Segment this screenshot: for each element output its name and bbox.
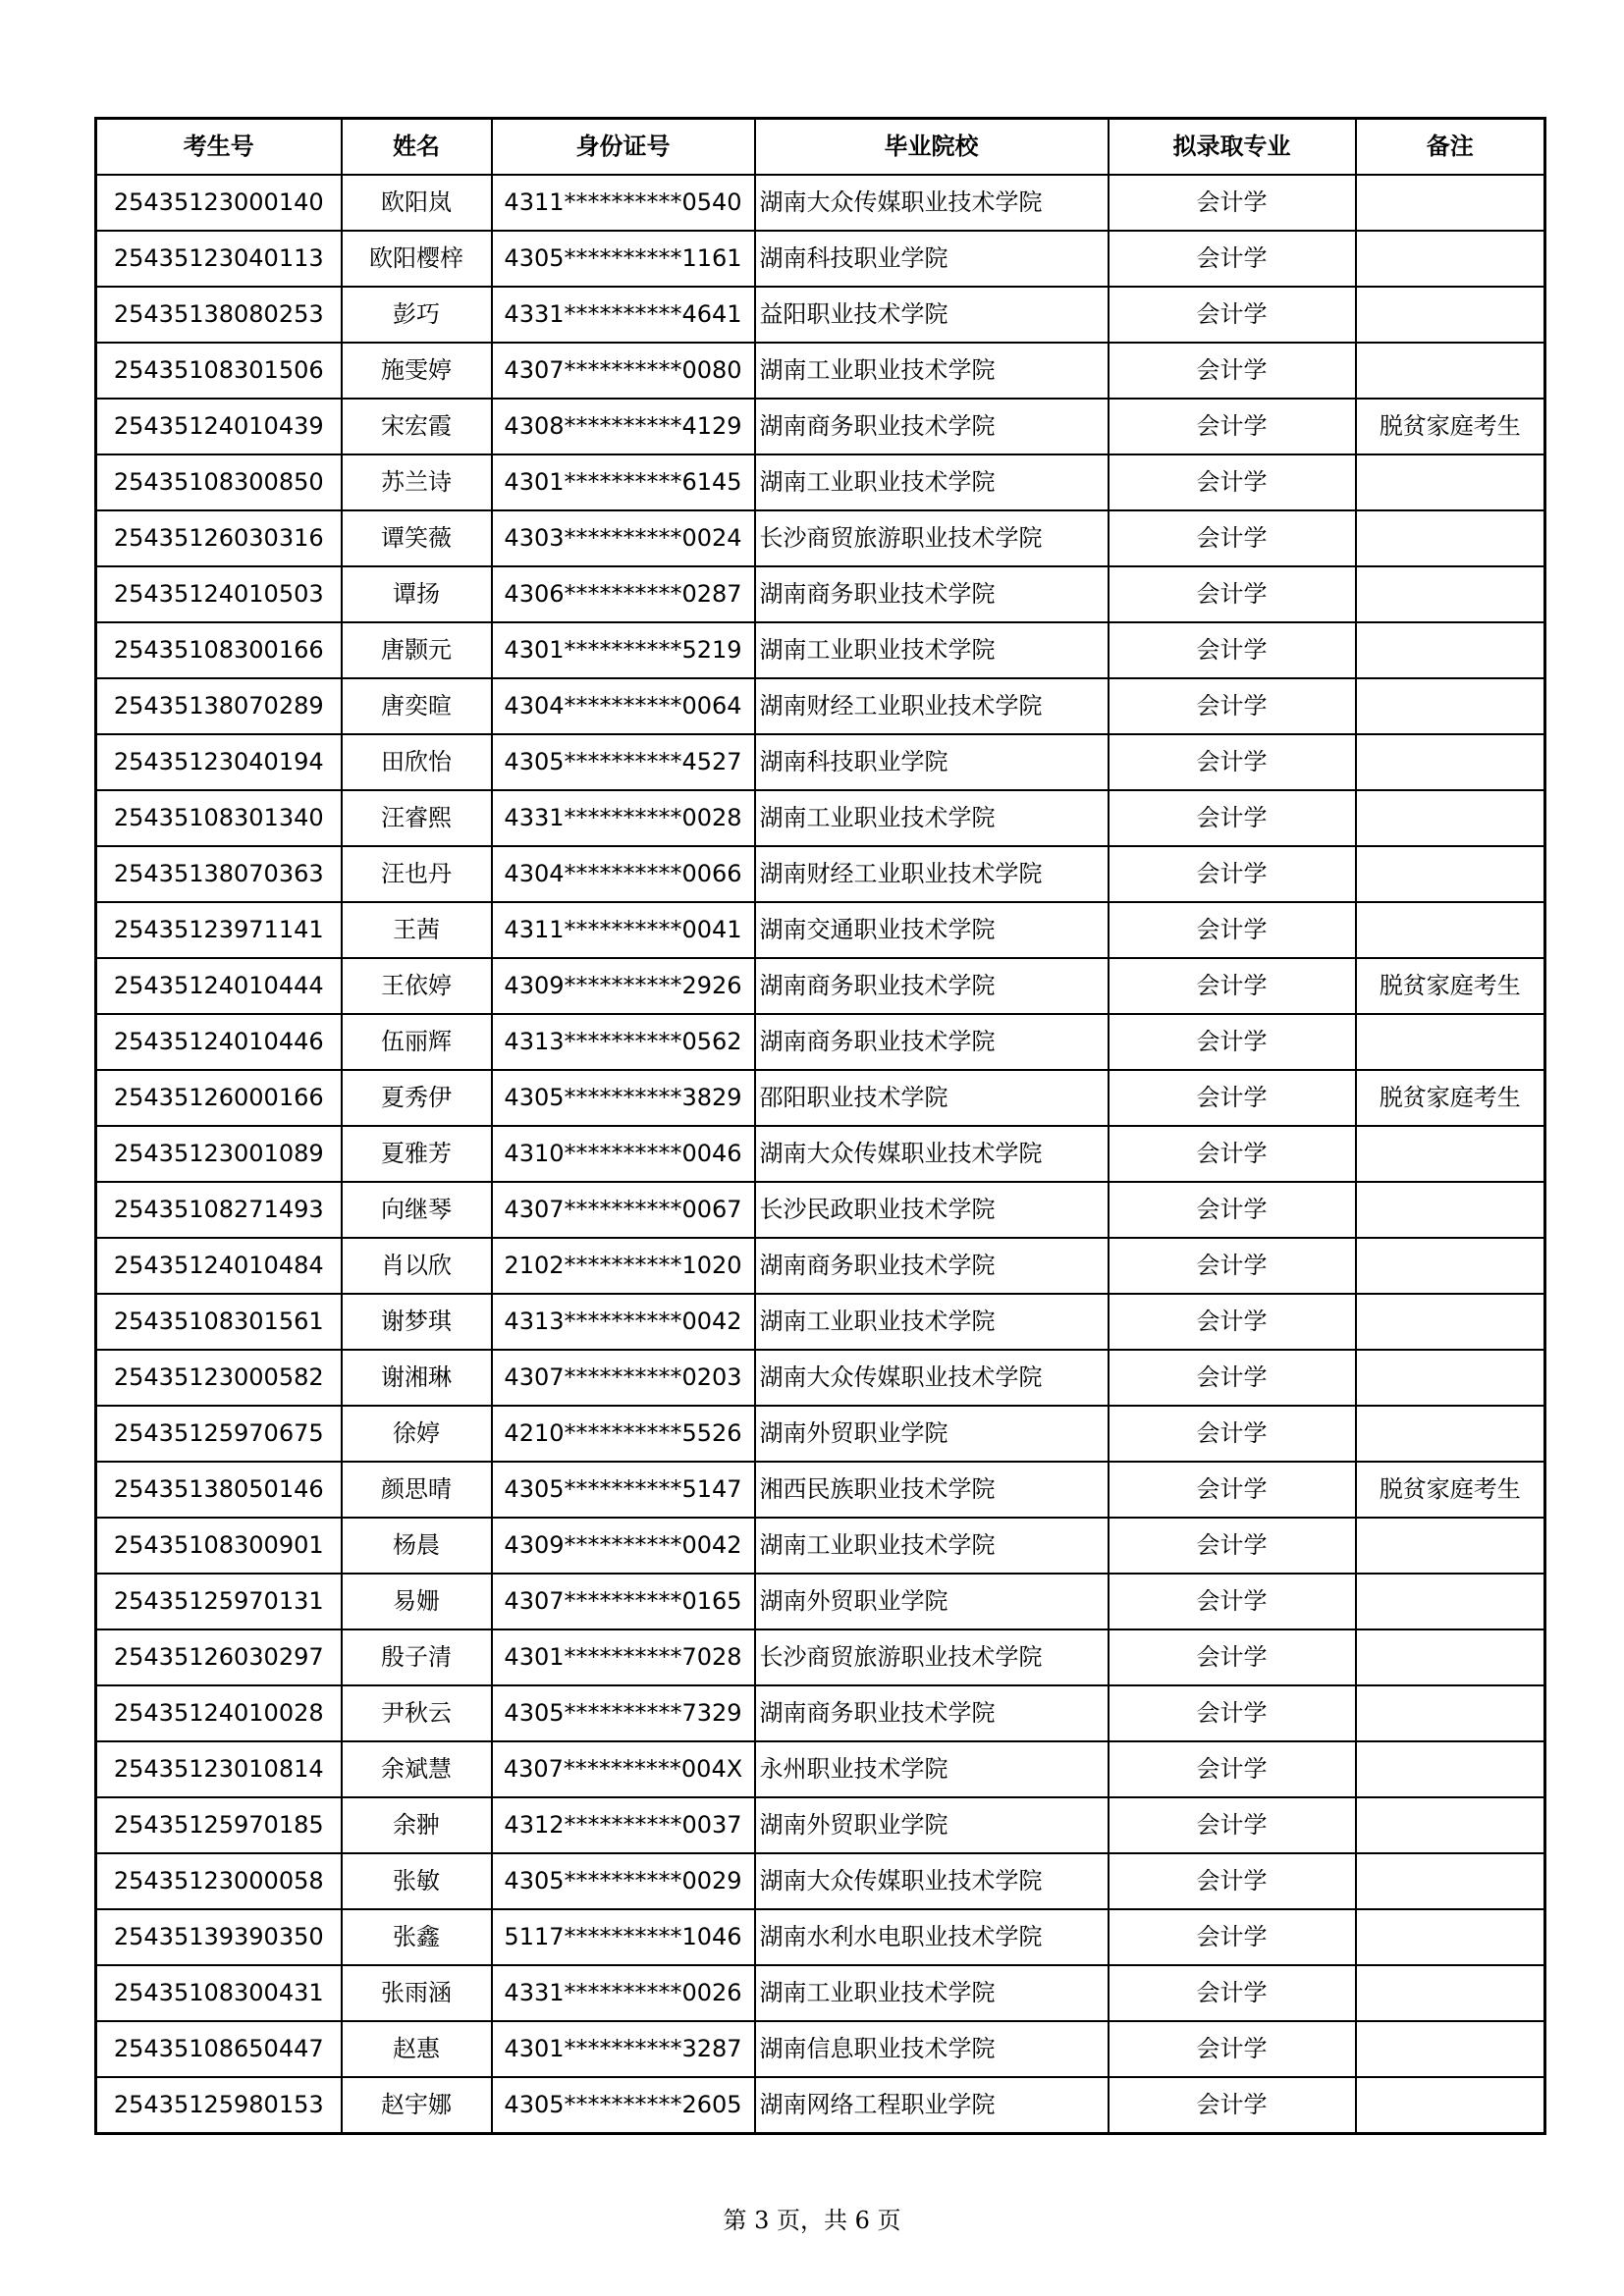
- major-cell: 会计学: [1109, 790, 1356, 846]
- name-cell: 王依婷: [342, 958, 492, 1014]
- remarks-cell: [1356, 1629, 1545, 1685]
- id-number-cell: 4307**********0067: [492, 1182, 755, 1238]
- remarks-cell: [1356, 1406, 1545, 1462]
- remarks-cell: [1356, 1182, 1545, 1238]
- remarks-cell: [1356, 343, 1545, 399]
- name-cell: 殷子清: [342, 1629, 492, 1685]
- header-graduate-school: 毕业院校: [755, 119, 1109, 176]
- table-row: [96, 1797, 1545, 1853]
- name-cell: 余翀: [342, 1797, 492, 1853]
- school-cell: 湖南工业职业技术学院: [755, 1518, 1109, 1574]
- major-cell: 会计学: [1109, 231, 1356, 287]
- major-cell: 会计学: [1109, 1518, 1356, 1574]
- major-cell: 会计学: [1109, 343, 1356, 399]
- id-number-cell: 4309**********2926: [492, 958, 755, 1014]
- remarks-cell: 脱贫家庭考生: [1356, 1462, 1545, 1518]
- id-number-cell: 5117**********1046: [492, 1909, 755, 1965]
- exam-number-cell: 25435123000582: [96, 1350, 342, 1406]
- school-cell: 湖南交通职业技术学院: [755, 902, 1109, 958]
- school-cell: 湖南商务职业技术学院: [755, 1685, 1109, 1741]
- exam-number-cell: 25435123000058: [96, 1853, 342, 1909]
- table-row: [96, 1238, 1545, 1294]
- table-row: [96, 1070, 1545, 1126]
- header-remarks: 备注: [1356, 119, 1545, 176]
- name-cell: 谭笑薇: [342, 510, 492, 566]
- name-cell: 王茜: [342, 902, 492, 958]
- id-number-cell: 4305**********7329: [492, 1685, 755, 1741]
- table-row: [96, 343, 1545, 399]
- name-cell: 谢湘琳: [342, 1350, 492, 1406]
- table-row: [96, 454, 1545, 510]
- id-number-cell: 4301**********5219: [492, 622, 755, 678]
- exam-number-cell: 25435123040194: [96, 734, 342, 790]
- table-row: [96, 287, 1545, 343]
- major-cell: 会计学: [1109, 1294, 1356, 1350]
- name-cell: 唐颢元: [342, 622, 492, 678]
- table-row: [96, 790, 1545, 846]
- name-cell: 唐奕暄: [342, 678, 492, 734]
- name-cell: 张敏: [342, 1853, 492, 1909]
- major-cell: 会计学: [1109, 510, 1356, 566]
- id-number-cell: 2102**********1020: [492, 1238, 755, 1294]
- major-cell: 会计学: [1109, 399, 1356, 454]
- name-cell: 易姗: [342, 1574, 492, 1629]
- id-number-cell: 4307**********0203: [492, 1350, 755, 1406]
- table-row: [96, 1406, 1545, 1462]
- remarks-cell: [1356, 566, 1545, 622]
- school-cell: 湖南水利水电职业技术学院: [755, 1909, 1109, 1965]
- remarks-cell: [1356, 1350, 1545, 1406]
- remarks-cell: [1356, 1574, 1545, 1629]
- table-row: [96, 1853, 1545, 1909]
- school-cell: 长沙商贸旅游职业技术学院: [755, 510, 1109, 566]
- remarks-cell: [1356, 510, 1545, 566]
- id-number-cell: 4304**********0066: [492, 846, 755, 902]
- remarks-cell: [1356, 1518, 1545, 1574]
- admission-table: [94, 117, 1546, 2135]
- exam-number-cell: 25435125970675: [96, 1406, 342, 1462]
- school-cell: 湖南科技职业学院: [755, 734, 1109, 790]
- exam-number-cell: 25435126000166: [96, 1070, 342, 1126]
- table-row: [96, 1518, 1545, 1574]
- remarks-cell: [1356, 454, 1545, 510]
- school-cell: 湖南工业职业技术学院: [755, 1965, 1109, 2021]
- remarks-cell: [1356, 1685, 1545, 1741]
- remarks-cell: [1356, 1014, 1545, 1070]
- school-cell: 湖南商务职业技术学院: [755, 958, 1109, 1014]
- exam-number-cell: 25435138070289: [96, 678, 342, 734]
- id-number-cell: 4305**********4527: [492, 734, 755, 790]
- table-row: [96, 1685, 1545, 1741]
- id-number-cell: 4331**********4641: [492, 287, 755, 343]
- major-cell: 会计学: [1109, 1014, 1356, 1070]
- school-cell: 湖南商务职业技术学院: [755, 399, 1109, 454]
- school-cell: 湖南科技职业学院: [755, 231, 1109, 287]
- remarks-cell: [1356, 1126, 1545, 1182]
- table-row: [96, 1574, 1545, 1629]
- major-cell: 会计学: [1109, 1182, 1356, 1238]
- table-row: [96, 175, 1545, 231]
- major-cell: 会计学: [1109, 958, 1356, 1014]
- major-cell: 会计学: [1109, 1685, 1356, 1741]
- name-cell: 谢梦琪: [342, 1294, 492, 1350]
- table-row: [96, 1350, 1545, 1406]
- table-row: [96, 1909, 1545, 1965]
- remarks-cell: [1356, 622, 1545, 678]
- id-number-cell: 4307**********0165: [492, 1574, 755, 1629]
- school-cell: 湖南商务职业技术学院: [755, 1014, 1109, 1070]
- major-cell: 会计学: [1109, 1965, 1356, 2021]
- exam-number-cell: 25435108300901: [96, 1518, 342, 1574]
- major-cell: 会计学: [1109, 902, 1356, 958]
- exam-number-cell: 25435125980153: [96, 2077, 342, 2134]
- major-cell: 会计学: [1109, 1070, 1356, 1126]
- school-cell: 湖南财经工业职业技术学院: [755, 678, 1109, 734]
- name-cell: 汪也丹: [342, 846, 492, 902]
- major-cell: 会计学: [1109, 1238, 1356, 1294]
- major-cell: 会计学: [1109, 1350, 1356, 1406]
- id-number-cell: 4305**********5147: [492, 1462, 755, 1518]
- major-cell: 会计学: [1109, 1797, 1356, 1853]
- remarks-cell: [1356, 1853, 1545, 1909]
- table-row: [96, 510, 1545, 566]
- school-cell: 湖南工业职业技术学院: [755, 622, 1109, 678]
- name-cell: 张雨涵: [342, 1965, 492, 2021]
- school-cell: 湖南外贸职业学院: [755, 1406, 1109, 1462]
- remarks-cell: [1356, 175, 1545, 231]
- table-row: [96, 1629, 1545, 1685]
- exam-number-cell: 25435123000140: [96, 175, 342, 231]
- exam-number-cell: 25435108300850: [96, 454, 342, 510]
- remarks-cell: [1356, 231, 1545, 287]
- major-cell: 会计学: [1109, 846, 1356, 902]
- id-number-cell: 4306**********0287: [492, 566, 755, 622]
- name-cell: 谭扬: [342, 566, 492, 622]
- name-cell: 欧阳樱梓: [342, 231, 492, 287]
- id-number-cell: 4305**********1161: [492, 231, 755, 287]
- exam-number-cell: 25435138080253: [96, 287, 342, 343]
- major-cell: 会计学: [1109, 2077, 1356, 2134]
- name-cell: 欧阳岚: [342, 175, 492, 231]
- table-row: [96, 399, 1545, 454]
- remarks-cell: [1356, 1797, 1545, 1853]
- exam-number-cell: 25435138050146: [96, 1462, 342, 1518]
- id-number-cell: 4313**********0042: [492, 1294, 755, 1350]
- exam-number-cell: 25435108300166: [96, 622, 342, 678]
- major-cell: 会计学: [1109, 2021, 1356, 2077]
- exam-number-cell: 25435125970131: [96, 1574, 342, 1629]
- table-header-row: [96, 119, 1545, 176]
- id-number-cell: 4309**********0042: [492, 1518, 755, 1574]
- id-number-cell: 4331**********0026: [492, 1965, 755, 2021]
- table-row: [96, 1014, 1545, 1070]
- exam-number-cell: 25435126030316: [96, 510, 342, 566]
- table-row: [96, 622, 1545, 678]
- name-cell: 向继琴: [342, 1182, 492, 1238]
- exam-number-cell: 25435124010503: [96, 566, 342, 622]
- id-number-cell: 4304**********0064: [492, 678, 755, 734]
- remarks-cell: [1356, 678, 1545, 734]
- major-cell: 会计学: [1109, 622, 1356, 678]
- major-cell: 会计学: [1109, 678, 1356, 734]
- remarks-cell: [1356, 287, 1545, 343]
- id-number-cell: 4301**********3287: [492, 2021, 755, 2077]
- major-cell: 会计学: [1109, 1629, 1356, 1685]
- id-number-cell: 4308**********4129: [492, 399, 755, 454]
- name-cell: 夏雅芳: [342, 1126, 492, 1182]
- id-number-cell: 4313**********0562: [492, 1014, 755, 1070]
- school-cell: 益阳职业技术学院: [755, 287, 1109, 343]
- remarks-cell: [1356, 734, 1545, 790]
- remarks-cell: [1356, 1909, 1545, 1965]
- school-cell: 湖南大众传媒职业技术学院: [755, 1126, 1109, 1182]
- school-cell: 湖南商务职业技术学院: [755, 1238, 1109, 1294]
- major-cell: 会计学: [1109, 566, 1356, 622]
- major-cell: 会计学: [1109, 287, 1356, 343]
- id-number-cell: 4311**********0041: [492, 902, 755, 958]
- school-cell: 湖南大众传媒职业技术学院: [755, 1350, 1109, 1406]
- table-row: [96, 846, 1545, 902]
- remarks-cell: 脱贫家庭考生: [1356, 399, 1545, 454]
- remarks-cell: [1356, 1741, 1545, 1797]
- school-cell: 湘西民族职业技术学院: [755, 1462, 1109, 1518]
- major-cell: 会计学: [1109, 1741, 1356, 1797]
- remarks-cell: [1356, 902, 1545, 958]
- school-cell: 湖南工业职业技术学院: [755, 790, 1109, 846]
- header-major: 拟录取专业: [1109, 119, 1356, 176]
- exam-number-cell: 25435108301506: [96, 343, 342, 399]
- id-number-cell: 4331**********0028: [492, 790, 755, 846]
- id-number-cell: 4311**********0540: [492, 175, 755, 231]
- name-cell: 汪睿熙: [342, 790, 492, 846]
- name-cell: 张鑫: [342, 1909, 492, 1965]
- school-cell: 湖南大众传媒职业技术学院: [755, 1853, 1109, 1909]
- exam-number-cell: 25435108301340: [96, 790, 342, 846]
- name-cell: 宋宏霞: [342, 399, 492, 454]
- table-row: [96, 1126, 1545, 1182]
- remarks-cell: [1356, 846, 1545, 902]
- exam-number-cell: 25435125970185: [96, 1797, 342, 1853]
- exam-number-cell: 25435108301561: [96, 1294, 342, 1350]
- name-cell: 赵惠: [342, 2021, 492, 2077]
- table-row: [96, 902, 1545, 958]
- remarks-cell: [1356, 2077, 1545, 2134]
- id-number-cell: 4305**********3829: [492, 1070, 755, 1126]
- school-cell: 湖南信息职业技术学院: [755, 2021, 1109, 2077]
- table-row: [96, 2077, 1545, 2134]
- school-cell: 湖南外贸职业学院: [755, 1574, 1109, 1629]
- remarks-cell: [1356, 1294, 1545, 1350]
- major-cell: 会计学: [1109, 1406, 1356, 1462]
- table-row: [96, 231, 1545, 287]
- exam-number-cell: 25435138070363: [96, 846, 342, 902]
- major-cell: 会计学: [1109, 454, 1356, 510]
- id-number-cell: 4307**********004X: [492, 1741, 755, 1797]
- name-cell: 伍丽辉: [342, 1014, 492, 1070]
- header-id-number: 身份证号: [492, 119, 755, 176]
- name-cell: 彭巧: [342, 287, 492, 343]
- school-cell: 邵阳职业技术学院: [755, 1070, 1109, 1126]
- exam-number-cell: 25435124010439: [96, 399, 342, 454]
- table-row: [96, 1965, 1545, 2021]
- name-cell: 尹秋云: [342, 1685, 492, 1741]
- school-cell: 长沙商贸旅游职业技术学院: [755, 1629, 1109, 1685]
- exam-number-cell: 25435124010446: [96, 1014, 342, 1070]
- exam-number-cell: 25435139390350: [96, 1909, 342, 1965]
- exam-number-cell: 25435124010028: [96, 1685, 342, 1741]
- exam-number-cell: 25435123010814: [96, 1741, 342, 1797]
- name-cell: 苏兰诗: [342, 454, 492, 510]
- table-row: [96, 734, 1545, 790]
- id-number-cell: 4307**********0080: [492, 343, 755, 399]
- name-cell: 余斌慧: [342, 1741, 492, 1797]
- major-cell: 会计学: [1109, 175, 1356, 231]
- exam-number-cell: 25435108300431: [96, 1965, 342, 2021]
- id-number-cell: 4301**********6145: [492, 454, 755, 510]
- exam-number-cell: 25435123040113: [96, 231, 342, 287]
- table-row: [96, 1182, 1545, 1238]
- school-cell: 湖南工业职业技术学院: [755, 1294, 1109, 1350]
- id-number-cell: 4301**********7028: [492, 1629, 755, 1685]
- name-cell: 施雯婷: [342, 343, 492, 399]
- name-cell: 肖以欣: [342, 1238, 492, 1294]
- remarks-cell: 脱贫家庭考生: [1356, 958, 1545, 1014]
- table-row: [96, 678, 1545, 734]
- id-number-cell: 4210**********5526: [492, 1406, 755, 1462]
- exam-number-cell: 25435123971141: [96, 902, 342, 958]
- major-cell: 会计学: [1109, 734, 1356, 790]
- name-cell: 杨晨: [342, 1518, 492, 1574]
- remarks-cell: [1356, 790, 1545, 846]
- page-number: 第 3 页，共 6 页: [723, 2207, 901, 2234]
- major-cell: 会计学: [1109, 1462, 1356, 1518]
- name-cell: 田欣怡: [342, 734, 492, 790]
- table-row: [96, 566, 1545, 622]
- id-number-cell: 4312**********0037: [492, 1797, 755, 1853]
- exam-number-cell: 25435108271493: [96, 1182, 342, 1238]
- school-cell: 湖南财经工业职业技术学院: [755, 846, 1109, 902]
- remarks-cell: [1356, 1238, 1545, 1294]
- school-cell: 永州职业技术学院: [755, 1741, 1109, 1797]
- header-exam-number: 考生号: [96, 119, 342, 176]
- table-row: [96, 1462, 1545, 1518]
- school-cell: 湖南大众传媒职业技术学院: [755, 175, 1109, 231]
- id-number-cell: 4310**********0046: [492, 1126, 755, 1182]
- table-row: [96, 2021, 1545, 2077]
- table-row: [96, 1294, 1545, 1350]
- name-cell: 颜思晴: [342, 1462, 492, 1518]
- major-cell: 会计学: [1109, 1126, 1356, 1182]
- school-cell: 湖南商务职业技术学院: [755, 566, 1109, 622]
- school-cell: 湖南外贸职业学院: [755, 1797, 1109, 1853]
- major-cell: 会计学: [1109, 1574, 1356, 1629]
- major-cell: 会计学: [1109, 1853, 1356, 1909]
- name-cell: 徐婷: [342, 1406, 492, 1462]
- school-cell: 湖南工业职业技术学院: [755, 343, 1109, 399]
- exam-number-cell: 25435124010484: [96, 1238, 342, 1294]
- school-cell: 湖南网络工程职业学院: [755, 2077, 1109, 2134]
- id-number-cell: 4305**********2605: [492, 2077, 755, 2134]
- major-cell: 会计学: [1109, 1909, 1356, 1965]
- remarks-cell: [1356, 2021, 1545, 2077]
- exam-number-cell: 25435126030297: [96, 1629, 342, 1685]
- exam-number-cell: 25435108650447: [96, 2021, 342, 2077]
- table-row: [96, 1741, 1545, 1797]
- name-cell: 赵宇娜: [342, 2077, 492, 2134]
- remarks-cell: [1356, 1965, 1545, 2021]
- table-row: [96, 958, 1545, 1014]
- id-number-cell: 4305**********0029: [492, 1853, 755, 1909]
- school-cell: 长沙民政职业技术学院: [755, 1182, 1109, 1238]
- id-number-cell: 4303**********0024: [492, 510, 755, 566]
- exam-number-cell: 25435124010444: [96, 958, 342, 1014]
- header-name: 姓名: [342, 119, 492, 176]
- name-cell: 夏秀伊: [342, 1070, 492, 1126]
- school-cell: 湖南工业职业技术学院: [755, 454, 1109, 510]
- exam-number-cell: 25435123001089: [96, 1126, 342, 1182]
- remarks-cell: 脱贫家庭考生: [1356, 1070, 1545, 1126]
